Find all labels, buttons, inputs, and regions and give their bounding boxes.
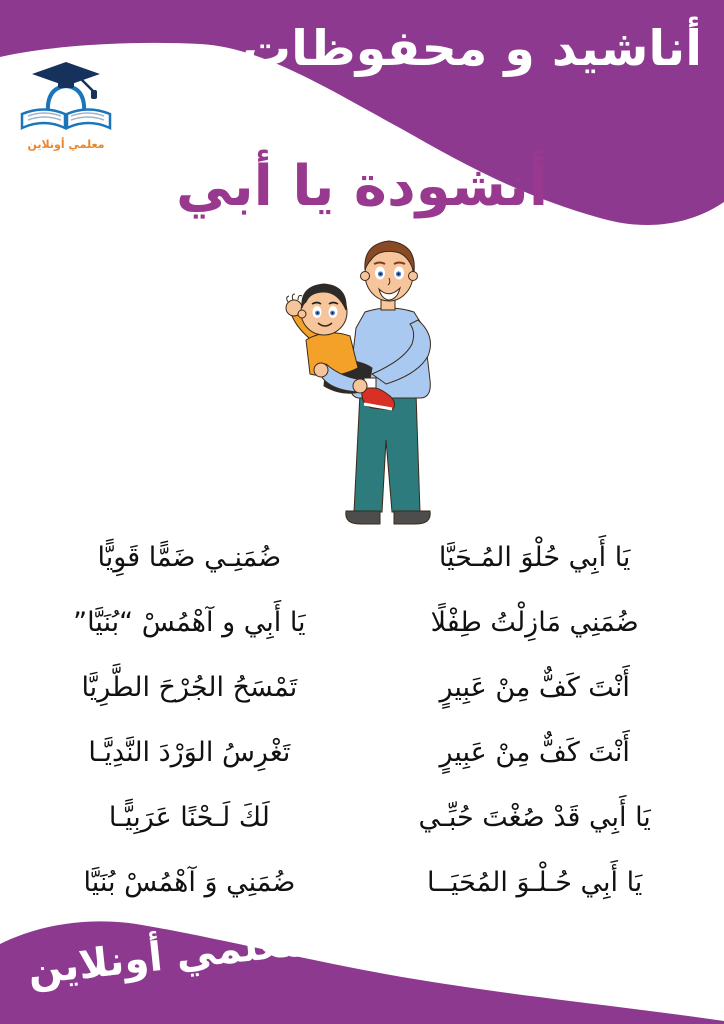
verse-right: يَا أَبِي قَدْ صُغْتَ حُبِّـي — [418, 802, 651, 833]
verse-right: يَا أَبِي حُـلْـوَ المُحَيَــا — [426, 867, 643, 898]
open-book-icon — [22, 110, 110, 129]
verse-right: ضُمَنِي مَازِلْتُ طِفْلًا — [430, 607, 639, 638]
poem — [30, 528, 694, 918]
verse-right: يَا أَبِي حُلْوَ المُـحَيَّا — [438, 542, 631, 573]
banner-title: أناشيد و محفوظات — [241, 20, 702, 77]
page-title: أنشودة يا أبي — [175, 154, 549, 219]
graduation-cap-icon — [32, 62, 100, 99]
verse-row — [30, 658, 694, 723]
logo-graduation-book-icon — [14, 58, 118, 136]
verse-row — [30, 593, 694, 658]
verse-row — [30, 788, 694, 853]
logo-text: معلمي أونلاين — [27, 138, 105, 151]
logo — [14, 58, 118, 151]
verse-left: تَمْسَحُ الجُرْحَ الطَّرِيَّا — [81, 672, 298, 703]
verse-left: يَا أَبِي و آهْمُسْ “بُنَيَّا” — [73, 607, 306, 638]
footer-brand-text: معلمي أونلاين — [25, 918, 309, 994]
verse-right: أَنْتَ كَفٌّ مِنْ عَبِيرٍ — [439, 737, 630, 768]
verse-left: لَكَ لَـحْنًا عَرَبِيًّـا — [108, 802, 270, 833]
verse-right: أَنْتَ كَفٌّ مِنْ عَبِيرٍ — [439, 672, 630, 703]
verse-left: تَغْرِسُ الوَرْدَ النَّدِيَّـا — [88, 737, 291, 768]
verse-left: ضُمَنِي وَ آهْمُسْ بُنَيَّا — [83, 867, 296, 898]
verse-row — [30, 528, 694, 593]
verse-row — [30, 723, 694, 788]
verse-left: ضُمَنِـي ضَمًّا قَوِيًّا — [97, 542, 282, 573]
father-son-illustration — [268, 228, 464, 528]
